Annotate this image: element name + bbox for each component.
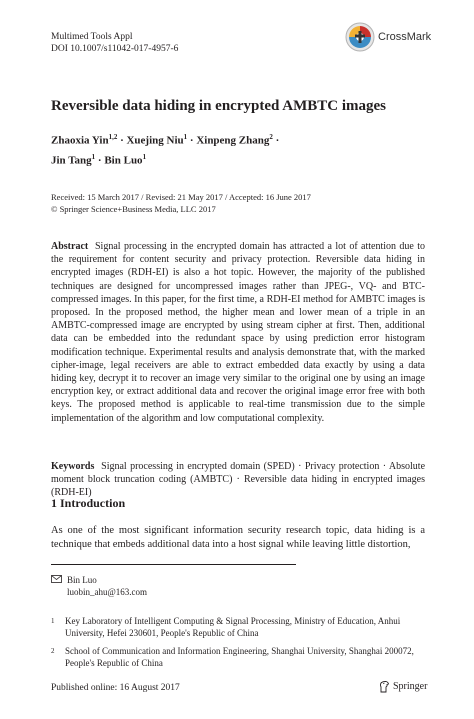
keywords-label: Keywords [51,461,95,472]
section-heading: 1 Introduction [51,496,126,510]
author-name[interactable]: Xuejing Niu [126,134,184,147]
envelope-icon [51,575,62,583]
correspondence-email[interactable]: luobin_ahu@163.com [67,587,148,597]
section-body-text: As one of the most significant information security research topic, data hiding is a technique that embeds additional data into a host signal while leaving little distortion, [51,525,425,550]
article-history [51,192,311,215]
affiliation-number: 1 [51,617,55,625]
history-dates: Received: 15 March 2017 / Revised: 21 May 2017 / Accepted: 16 June 2017 [51,192,311,202]
author-affiliation-ref: 1,2 [108,133,118,141]
affiliation-number: 2 [51,647,55,655]
published-online-date: Published online: 16 August 2017 [51,683,180,693]
abstract-text: Signal processing in the encrypted domain has attracted a lot of attention due to the requirement for content security and privacy protection. Reversible data hiding in encrypted images (RDH-EI) is also a hot topic. However, the majority of the published techniques are designed for uncompressed images rather than JPEG-, VQ- and BTC-compressed images. In this paper, for the first time, a RDH-EI method for AMBTC images is proposed. In the proposed method, the higher mean and lower mean of a triple in an AMBTC-compressed image are encrypted by using stream cipher at first. Then, additional data can be embedded into the redundant space by using prediction error histogram modification technique. Experimental results and analysis demonstrate that, with the marked cipher-image, legal receivers are able to extract embedded data exactly by using a data hiding key, decrypt it to recover an image very similar to the original one by using an image encryption key, or extract additional data and recover the original image error free with both keys. The proposed method is applicable to real-time transmission due to the simple implementation of the algorithm and low computational complexity. [51,241,426,424]
journal-info [51,31,178,55]
crossmark-icon [345,22,375,52]
author-affiliation-ref: 1 [91,152,96,161]
publisher-name: Springer [393,681,428,692]
author-affiliation-ref: 1 [183,133,188,141]
crossmark-badge[interactable] [345,22,431,52]
author-affiliation-ref: 2 [269,133,273,141]
keywords-text: Signal processing in encrypted domain (SPED) · Privacy protection · Absolute moment block truncation coding (AMBTC) · Reversible data hiding in encrypted images (RDH-EI) [51,461,426,499]
author-name[interactable]: Jin Tang [51,154,92,167]
author-name[interactable]: Bin Luo [104,154,143,167]
affiliation-item [51,645,425,669]
affiliation-item [51,615,425,639]
author-affiliation-ref: 1 [142,152,147,161]
crossmark-label: CrossMark [378,31,432,43]
footnote-divider [51,564,296,565]
author-name[interactable]: Xinpeng Zhang [196,134,270,147]
publisher-logo [378,680,427,693]
springer-horse-icon [378,680,390,693]
author-name[interactable]: Zhaoxia Yin [51,134,109,147]
abstract-label: Abstract [51,241,89,252]
keywords [51,460,425,500]
copyright-line: © Springer Science+Business Media, LLC 2017 [51,203,216,214]
journal-name: Multimed Tools Appl [51,32,133,42]
correspondence-name: Bin Luo [67,575,97,585]
paper-title: Reversible data hiding in encrypted AMBTC images [51,98,387,114]
affiliation-text: Key Laboratory of Intelligent Computing & Signal Processing, Ministry of Education, Anhui University, Hefei 230601, People's Republic of China [65,616,401,638]
author-list: Zhaoxia Yin$^{1,2}$ · Xuejing Niu$^1$ · Xinpeng Zhang$^2$ · Jin Tang$^1$ · Bin Luo$^1$ [51,133,280,167]
abstract [51,240,425,425]
doi[interactable]: DOI 10.1007/s11042-017-4957-6 [51,44,179,54]
affiliation-text: School of Communication and Information Engineering, Shanghai University, Shanghai 200072, People's Republic of China [65,646,414,668]
